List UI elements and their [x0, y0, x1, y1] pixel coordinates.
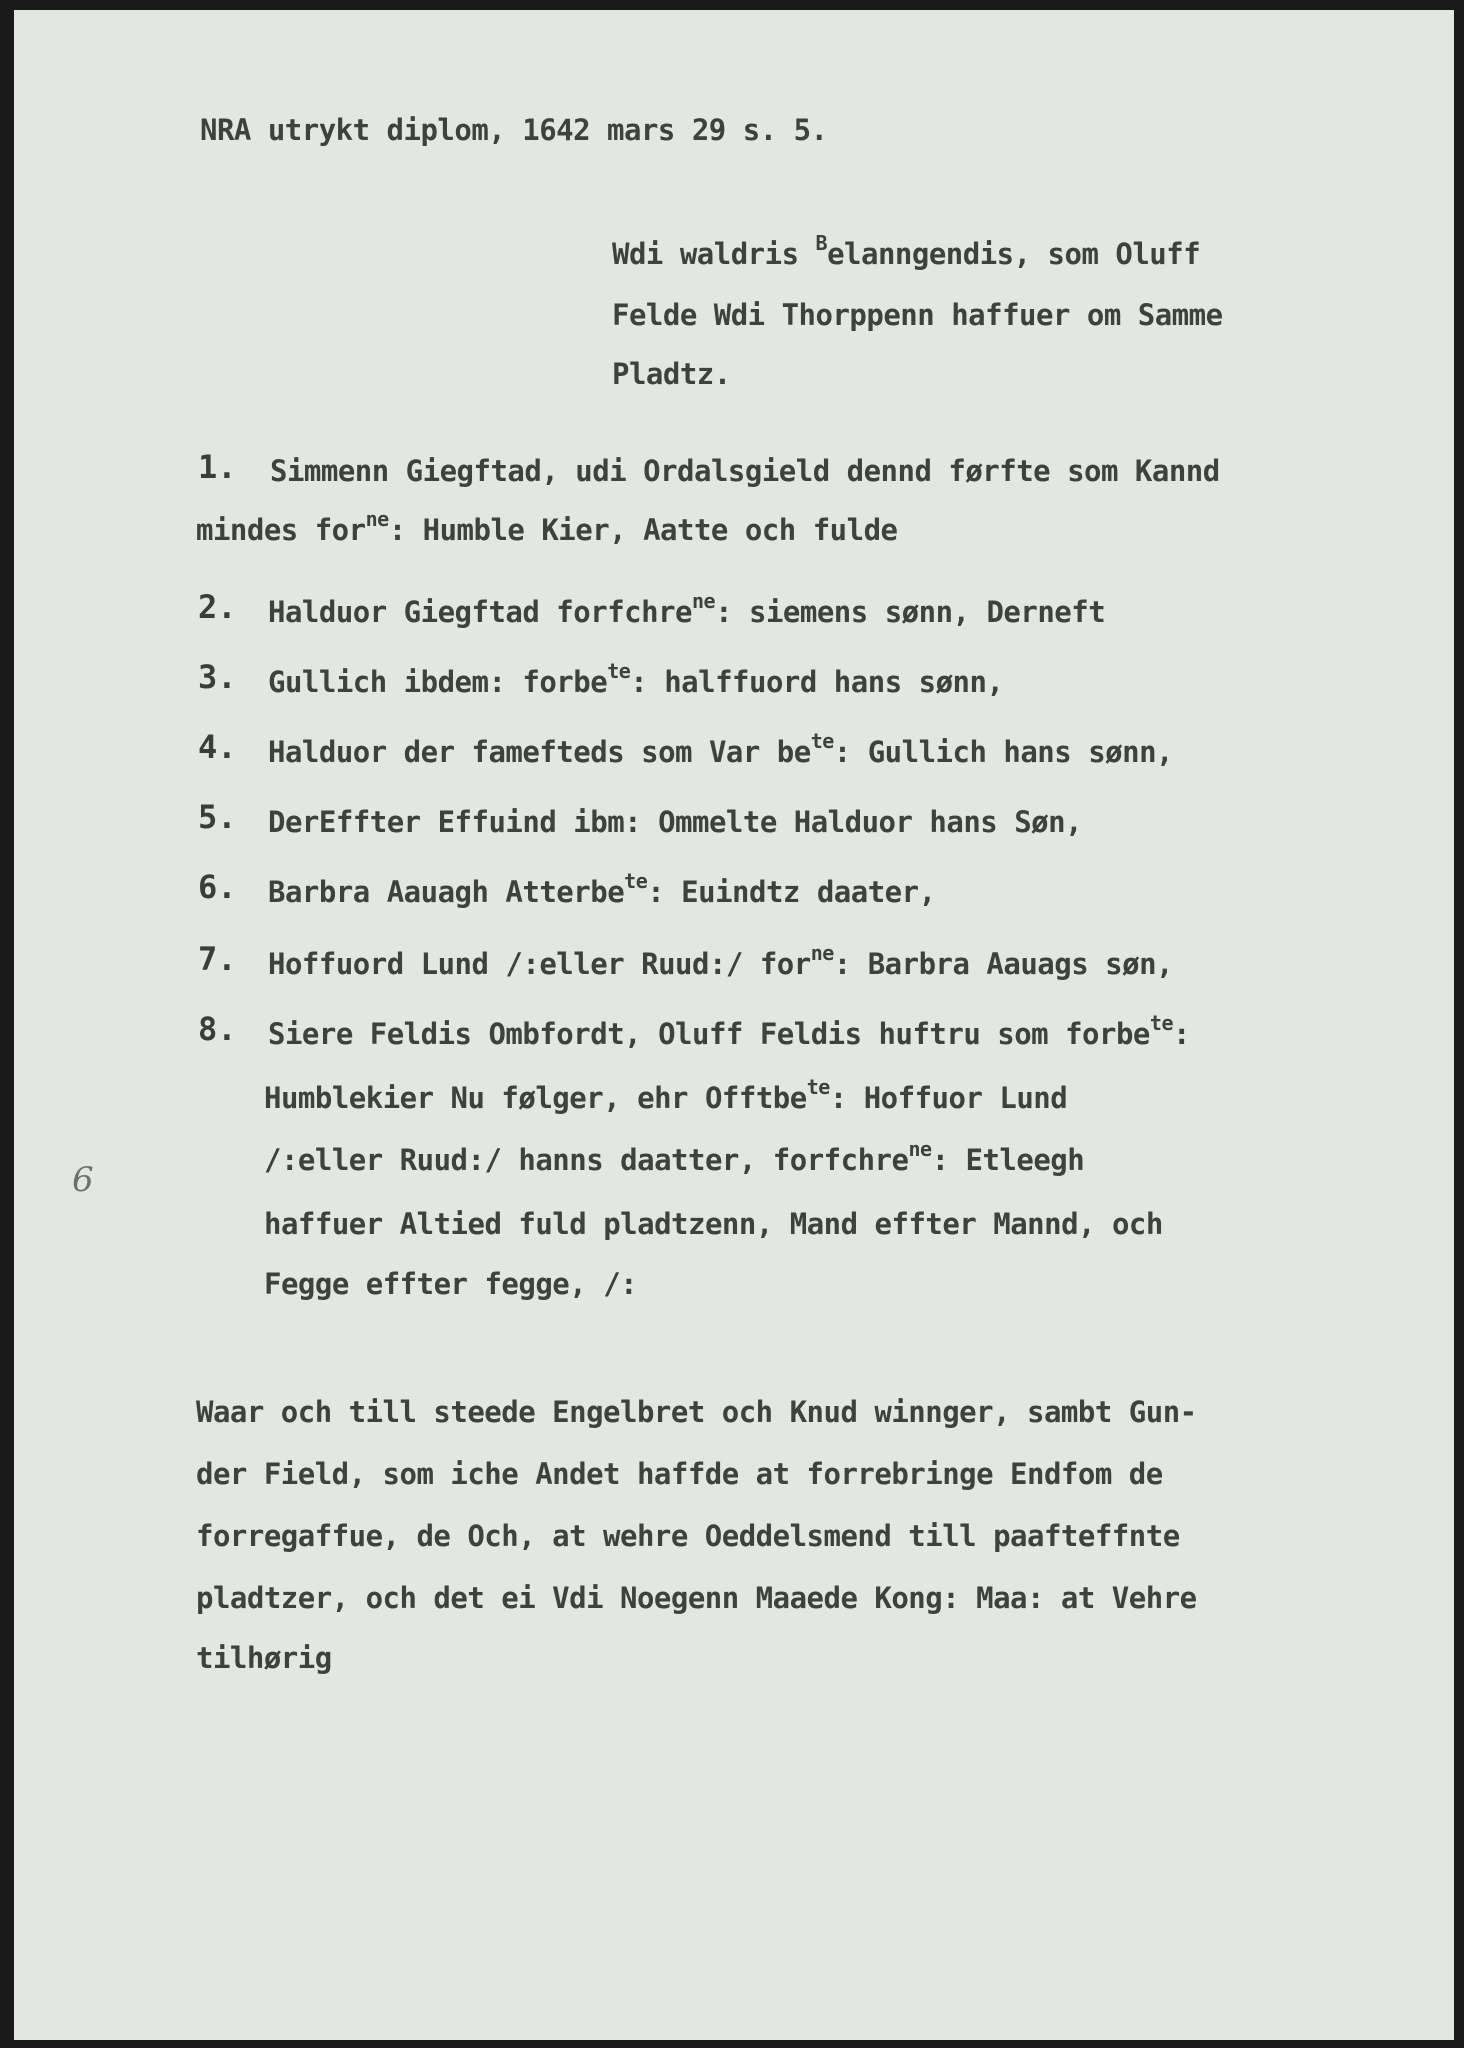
closing-line: Waar och till steede Engelbret och Knud winnger, sambt Gun-: [196, 1395, 1197, 1429]
line-text: : Etleegh: [931, 1143, 1085, 1177]
text-line: [268, 941, 1173, 982]
line-text: Humblekier Nu følger, ehr Offtbe: [264, 1081, 807, 1115]
line-text: Hoffuord Lund /:eller Ruud:/ for: [268, 947, 811, 981]
line-text: :: [1173, 1017, 1190, 1051]
entry-number: 8.: [198, 1010, 237, 1048]
line-text: : halffuord hans sønn,: [630, 665, 1004, 699]
closing-line: tilhørig: [196, 1641, 332, 1675]
superscript: ne: [692, 589, 716, 613]
text-line: [612, 231, 1201, 272]
text-line: [268, 869, 936, 910]
text-line: [268, 589, 1106, 630]
entry-number: 1.: [198, 448, 237, 486]
entry-number: 3.: [198, 658, 237, 696]
line-text: Siere Feldis Ombfordt, Oluff Feldis huftru som forbe: [268, 1017, 1150, 1051]
closing-line: der Field, som iche Andet haffde at forrebringe Endfom de: [196, 1457, 1163, 1491]
entry-number: 5.: [198, 798, 237, 836]
text-line: [268, 1011, 1190, 1052]
document-header: NRA utrykt diplom, 1642 mars 29 s. 5.: [200, 113, 828, 147]
entry-number: 2.: [198, 588, 237, 626]
text-line: Fegge effter fegge, /:: [264, 1267, 638, 1301]
line-text: elanngendis, som Oluff: [827, 237, 1201, 271]
document-page: [14, 10, 1454, 2040]
superscript: te: [607, 659, 631, 683]
line-text: : Barbra Aauags søn,: [833, 947, 1173, 981]
text-line: Simmenn Giegftad, udi Ordalsgield dennd førfte som Kannd: [270, 454, 1220, 488]
closing-line: pladtzer, och det ei Vdi Noegenn Maaede Kong: Maa: at Vehre: [196, 1581, 1197, 1615]
superscript: B: [815, 231, 828, 255]
line-text: Gullich ibdem: forbe: [268, 665, 608, 699]
superscript: ne: [365, 507, 389, 531]
line-text: Wdi waldris: [612, 237, 816, 271]
line-text: : Humble Kier, Aatte och fulde: [388, 513, 898, 547]
text-line: [196, 507, 898, 548]
superscript: te: [810, 729, 834, 753]
superscript: ne: [810, 941, 834, 965]
line-text: mindes for: [196, 513, 366, 547]
line-text: Halduor Giegftad forfchre: [268, 595, 692, 629]
entry-number: 6.: [198, 868, 237, 906]
superscript: te: [624, 869, 648, 893]
line-text: : siemens sønn, Derneft: [715, 595, 1106, 629]
line-text: : Hoffuor Lund: [829, 1081, 1068, 1115]
entry-number: 4.: [198, 728, 237, 766]
text-line: DerEffter Effuind ibm: Ommelte Halduor hans Søn,: [268, 805, 1083, 839]
superscript: te: [806, 1075, 830, 1099]
line-text: Barbra Aauagh Atterbe: [268, 875, 625, 909]
margin-note: 6: [72, 1160, 94, 1200]
text-line: Pladtz.: [612, 357, 731, 391]
text-line: [268, 659, 1004, 700]
text-line: Felde Wdi Thorppenn haffuer om Samme: [612, 298, 1223, 332]
closing-line: forregaffue, de Och, at wehre Oeddelsmend till paafteffnte: [196, 1519, 1180, 1553]
entry-number: 7.: [198, 940, 237, 978]
line-text: : Euindtz daater,: [647, 875, 936, 909]
text-line: [264, 1137, 1085, 1178]
line-text: Halduor der famefteds som Var be: [268, 735, 811, 769]
line-text: : Gullich hans sønn,: [833, 735, 1173, 769]
line-text: /:eller Ruud:/ hanns daatter, forfchre: [264, 1143, 909, 1177]
text-line: [268, 729, 1173, 770]
superscript: te: [1149, 1011, 1173, 1035]
text-line: haffuer Altied fuld pladtzenn, Mand effter Mannd, och: [264, 1207, 1163, 1241]
text-line: [264, 1075, 1068, 1116]
superscript: ne: [908, 1137, 932, 1161]
